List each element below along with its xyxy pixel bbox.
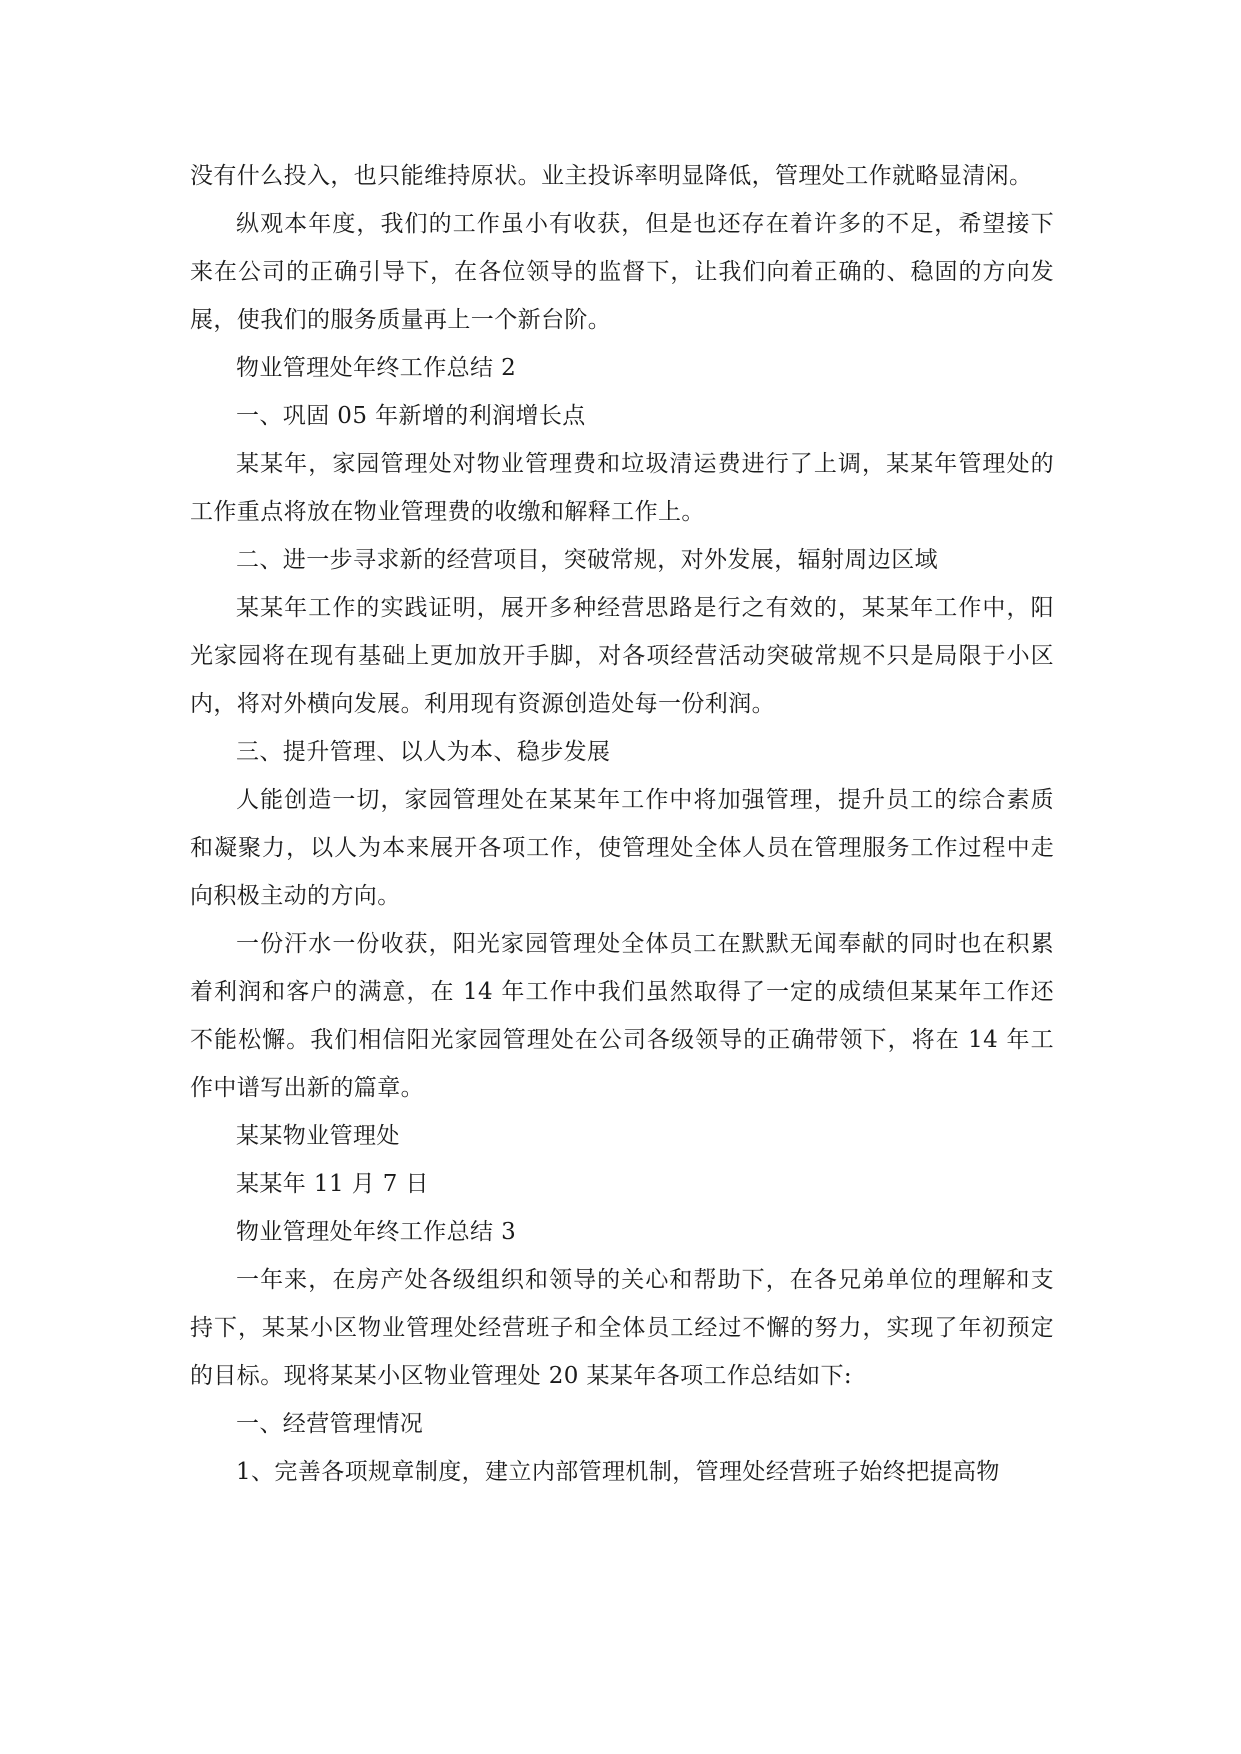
subheading: 二、进一步寻求新的经营项目，突破常规，对外发展，辐射周边区域 xyxy=(236,547,938,573)
signature-org: 某某物业管理处 xyxy=(236,1123,400,1149)
paragraph: 人能创造一切，家园管理处在某某年工作中将加强管理，提升员工的综合素质和凝聚力，以人为本来展开各项工作，使管理处全体人员在管理服务工作过程中走向积极主动的方向。 xyxy=(190,787,1054,909)
paragraph: 某某年工作的实践证明，展开多种经营思路是行之有效的，某某年工作中，阳光家园将在现有基础上更加放开手脚，对各项经营活动突破常规不只是局限于小区内，将对外横向发展。利用现有资源创造处每一份利润。 xyxy=(190,595,1054,717)
paragraph: 纵观本年度，我们的工作虽小有收获，但是也还存在着许多的不足，希望接下来在公司的正确引导下，在各位领导的监督下，让我们向着正确的、稳固的方向发展，使我们的服务质量再上一个新台阶。 xyxy=(190,211,1054,333)
subheading: 三、提升管理、以人为本、稳步发展 xyxy=(236,739,611,765)
document-body xyxy=(190,152,1054,1496)
paragraph: 一年来，在房产处各级组织和领导的关心和帮助下，在各兄弟单位的理解和支持下，某某小区物业管理处经营班子和全体员工经过不懈的努力，实现了年初预定的目标。现将某某小区物业管理处 20 某某年各项工作总结如下: xyxy=(190,1267,1054,1389)
paragraph: 一份汗水一份收获，阳光家园管理处全体员工在默默无闻奉献的同时也在积累着利润和客户的满意，在 14 年工作中我们虽然取得了一定的成绩但某某年工作还不能松懈。我们相信阳光家园管理处在公司各级领导的正确带领下，将在 14 年工作中谱写出新的篇章。 xyxy=(190,931,1054,1101)
section-title: 物业管理处年终工作总结 2 xyxy=(236,355,517,381)
paragraph: 1、完善各项规章制度，建立内部管理机制，管理处经营班子始终把提高物 xyxy=(236,1459,1000,1485)
subheading: 一、经营管理情况 xyxy=(236,1411,424,1437)
subheading: 一、巩固 05 年新增的利润增长点 xyxy=(236,403,586,429)
paragraph: 某某年，家园管理处对物业管理费和垃圾清运费进行了上调，某某年管理处的工作重点将放在物业管理费的收缴和解释工作上。 xyxy=(190,451,1054,525)
paragraph: 没有什么投入，也只能维持原状。业主投诉率明显降低，管理处工作就略显清闲。 xyxy=(190,163,1033,189)
signature-date: 某某年 11 月 7 日 xyxy=(236,1171,429,1197)
section-title: 物业管理处年终工作总结 3 xyxy=(236,1219,517,1245)
